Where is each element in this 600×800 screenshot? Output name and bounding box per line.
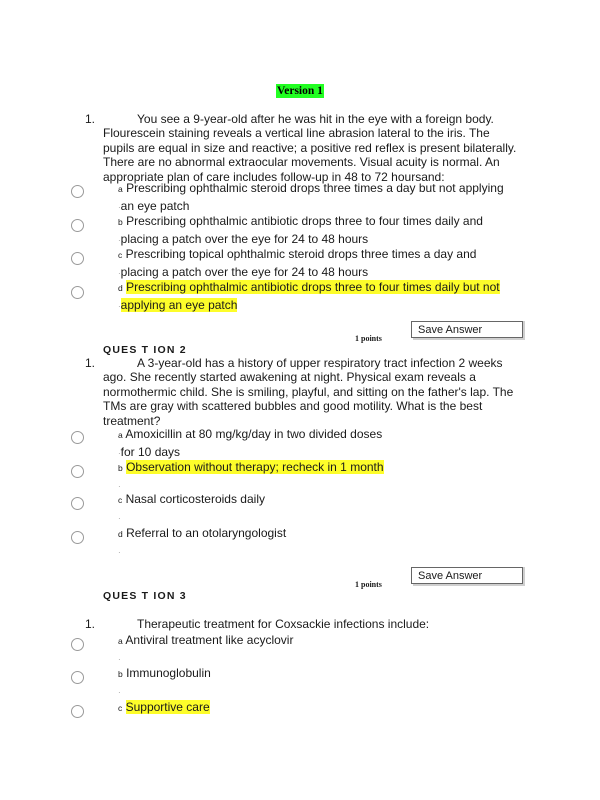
option-text: Prescribing ophthalmic steroid drops three times a day but not applying bbox=[126, 181, 504, 195]
option-text-cont: placing a patch over the eye for 24 to 48 hours bbox=[120, 264, 369, 279]
q2-stem: A 3-year-old has a history of upper respiratory tract infection 2 weeks ago. She recently started awakening at night. Physical exam reveals a normothermic child. She is smiling, playful, and sitting on the father's lap. The TMs are gray with scattered bubbles and good motility. What is the best treatment? bbox=[103, 356, 514, 428]
q3-option-c-radio[interactable] bbox=[71, 705, 84, 718]
option-letter: a bbox=[118, 184, 123, 194]
q1-option-c[interactable]: c Prescribing topical ophthalmic steroid drops three times a day and ·placing a patch over the eye for 24 to 48 hours bbox=[118, 247, 477, 279]
option-text: Antiviral treatment like acyclovir bbox=[125, 633, 294, 647]
q2-option-b[interactable]: b Observation without therapy; recheck in 1 month · bbox=[118, 460, 384, 491]
option-text: Supportive care bbox=[125, 700, 210, 714]
option-text: Nasal corticosteroids daily bbox=[125, 492, 265, 506]
q3-option-b-radio[interactable] bbox=[71, 671, 84, 684]
option-letter: a bbox=[118, 636, 123, 646]
option-letter: b bbox=[118, 463, 123, 473]
q3-option-a-radio[interactable] bbox=[71, 638, 84, 651]
option-text: Immunoglobulin bbox=[126, 666, 211, 680]
option-letter: a bbox=[118, 430, 123, 440]
q2-option-b-radio[interactable] bbox=[71, 465, 84, 478]
option-letter: b bbox=[118, 217, 123, 227]
q1-points: 1 points bbox=[355, 334, 382, 343]
q2-option-c-radio[interactable] bbox=[71, 497, 84, 510]
option-letter: c bbox=[118, 495, 123, 505]
option-letter: d bbox=[118, 529, 123, 539]
q2-save-answer-button[interactable]: Save Answer bbox=[411, 567, 523, 584]
q2-option-d-radio[interactable] bbox=[71, 531, 84, 544]
q2-points: 1 points bbox=[355, 580, 382, 589]
q1-option-b-radio[interactable] bbox=[71, 219, 84, 232]
option-text-cont: placing a patch over the eye for 24 to 48 hours bbox=[120, 231, 369, 246]
option-letter: c bbox=[118, 250, 123, 260]
option-letter: d bbox=[118, 283, 123, 293]
q1-option-d[interactable]: d Prescribing ophthalmic antibiotic drops three to four times daily but not ·applying an eye patch bbox=[118, 280, 500, 312]
q2-option-a[interactable]: a Amoxicillin at 80 mg/kg/day in two divided doses ·for 10 days bbox=[118, 427, 383, 459]
q1-option-d-radio[interactable] bbox=[71, 286, 84, 299]
q2-number: 1. bbox=[85, 356, 96, 370]
q3-heading: QUES T ION 3 bbox=[103, 590, 187, 602]
q3-option-c[interactable] bbox=[118, 699, 518, 717]
q1-option-b[interactable]: b Prescribing ophthalmic antibiotic drops three to four times daily and ·placing a patch over the eye for 24 to 48 hours bbox=[118, 214, 483, 246]
q3-option-a[interactable]: a Antiviral treatment like acyclovir · bbox=[118, 633, 294, 664]
option-text: Referral to an otolaryngologist bbox=[126, 526, 287, 540]
q3-number: 1. bbox=[85, 617, 96, 631]
q1-number: 1. bbox=[85, 112, 96, 126]
q3-option-b[interactable]: b Immunoglobulin · bbox=[118, 666, 211, 697]
option-text-cont: for 10 days bbox=[120, 444, 181, 459]
option-letter: b bbox=[118, 669, 123, 679]
q1-save-answer-button[interactable]: Save Answer bbox=[411, 321, 523, 338]
option-text-cont: an eye patch bbox=[120, 198, 190, 213]
q2-option-c[interactable]: c Nasal corticosteroids daily · bbox=[118, 492, 265, 523]
q1-stem: You see a 9-year-old after he was hit in the eye with a foreign body. Flourescein staining reveals a vertical line abrasion lateral to the iris. The pupils are equal in size and reactive; a positive red reflex is present bilaterally. There are no abnormal extraocular movements. Visual acuity is normal. An appropriate plan of care includes follow-up in 48 to 72 hoursand: bbox=[103, 112, 517, 184]
option-text-cont: applying an eye patch bbox=[120, 297, 238, 312]
q1-option-a[interactable]: a Prescribing ophthalmic steroid drops three times a day but not applying ·an eye patch bbox=[118, 181, 504, 213]
option-text: Amoxicillin at 80 mg/kg/day in two divided doses bbox=[125, 427, 383, 441]
q2-heading: QUES T ION 2 bbox=[103, 344, 187, 356]
option-text: Observation without therapy; recheck in 1 month bbox=[126, 460, 384, 474]
q2-option-d[interactable]: d Referral to an otolaryngologist · bbox=[118, 526, 287, 557]
version-label: Version 1 bbox=[277, 85, 323, 97]
q2-option-a-radio[interactable] bbox=[71, 431, 84, 444]
option-text: Prescribing ophthalmic antibiotic drops three to four times daily and bbox=[126, 214, 483, 228]
q1-option-a-radio[interactable] bbox=[71, 185, 84, 198]
q3-stem: Therapeutic treatment for Coxsackie infections include: bbox=[137, 617, 430, 631]
option-text: Prescribing ophthalmic antibiotic drops three to four times daily but not bbox=[126, 280, 500, 294]
option-text: Prescribing topical ophthalmic steroid drops three times a day and bbox=[125, 247, 477, 261]
q1-option-c-radio[interactable] bbox=[71, 252, 84, 265]
option-letter: c bbox=[118, 703, 123, 713]
